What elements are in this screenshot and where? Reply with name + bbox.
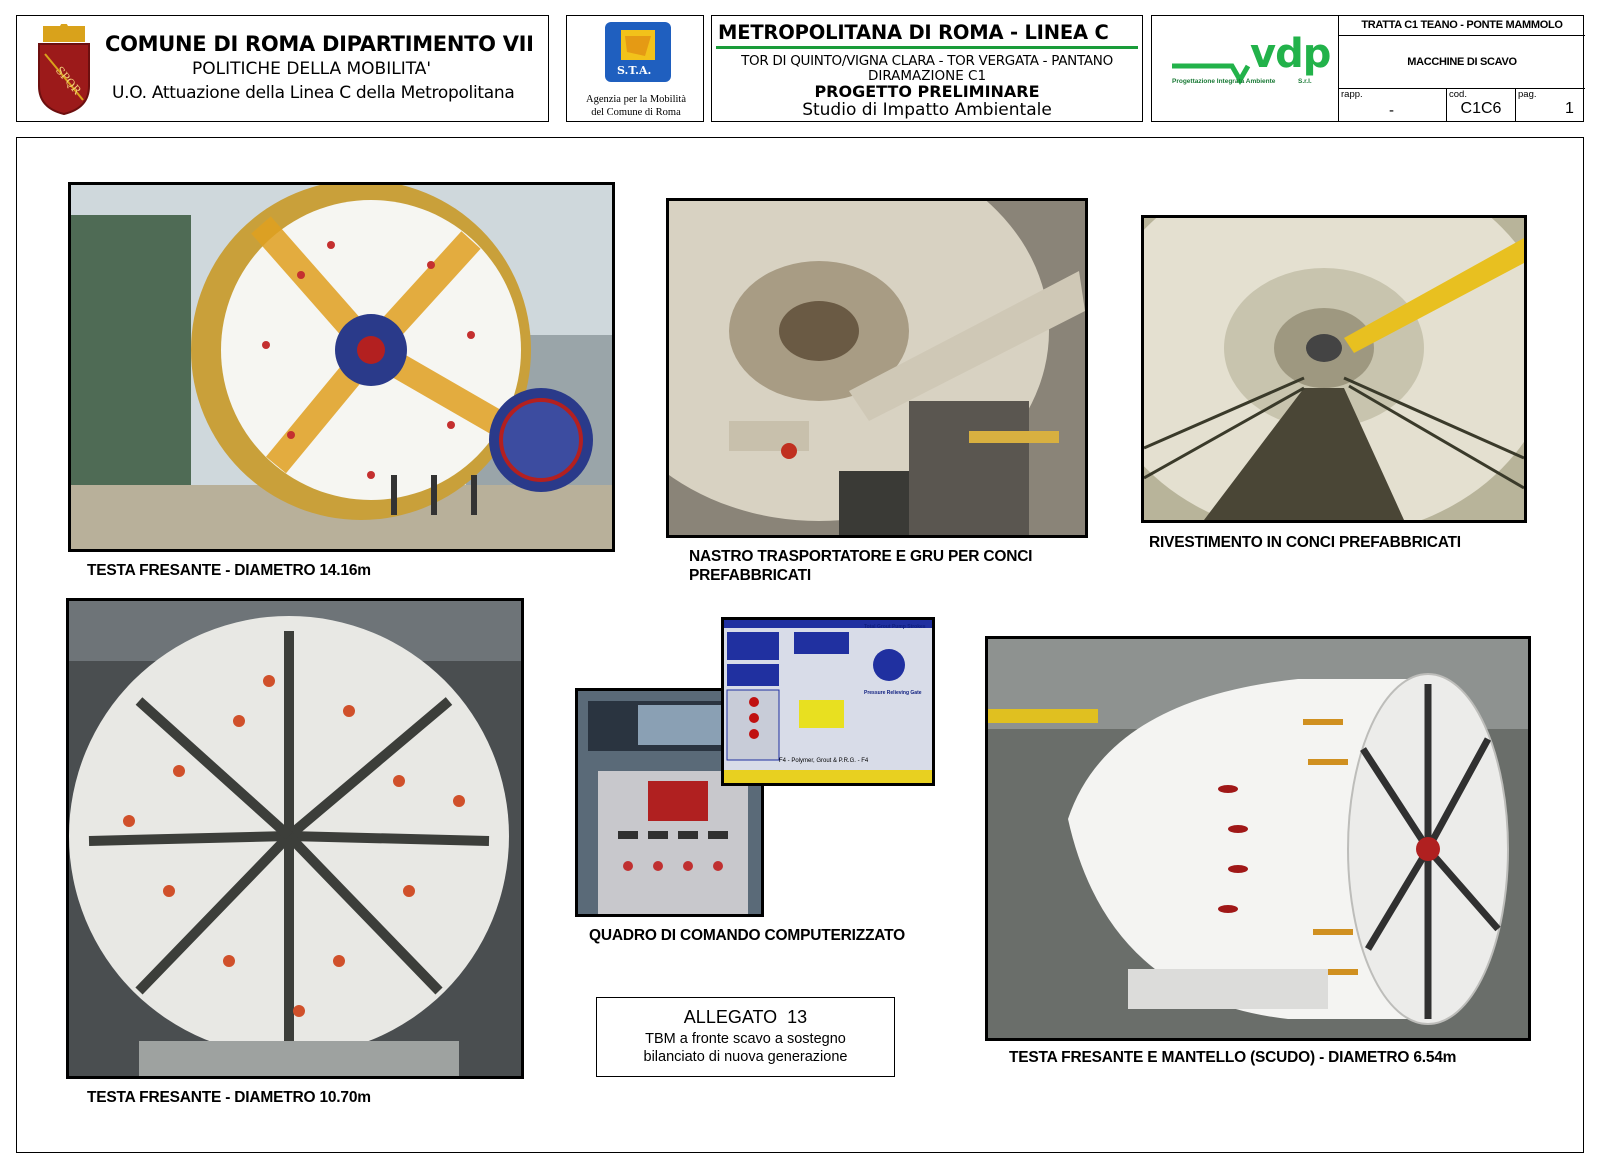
agency-line1: Agenzia per la Mobilità [585,94,686,105]
doc-cod-value: C1C6 [1460,100,1502,117]
screen-footer: F4 - Polymer, Grout & P.R.G. - F4 [779,758,869,764]
caption-photo-6: TESTA FRESANTE E MANTELLO (SCUDO) - DIAMETRO 6.54m [1009,1049,1457,1066]
doc-rapp-label: rapp. [1341,89,1363,100]
doc-tratta: TRATTA C1 TEANO - PONTE MAMMOLO [1361,19,1563,31]
photo-tbm-cutterhead-10m [66,598,524,1079]
photo-tbm-cutterhead-14m [68,182,615,552]
doc-cod-label: cod. [1449,89,1467,100]
vdp-suffix: S.r.l. [1298,78,1312,85]
doc-divider-1 [1339,35,1585,36]
org-subtitle: POLITICHE DELLA MOBILITA' [192,59,432,79]
doc-pag-label: pag. [1518,89,1537,100]
caption-photo-2-line2: PREFABBRICATI [689,567,811,584]
doc-subject: MACCHINE DI SCAVO [1407,56,1517,68]
project-study: Studio di Impatto Ambientale [802,100,1052,120]
photo-tunnel-lining [1141,215,1527,523]
project-branch: DIRAMAZIONE C1 [867,68,987,84]
project-route: TOR DI QUINTO/VIGNA CLARA - TOR VERGATA - PANTANO [741,53,1113,69]
screen-title: Total Grout Pump Strokes [864,624,926,630]
header-doc-box [1151,15,1584,122]
allegato-line1: TBM a fronte scavo a sostegno [645,1031,846,1047]
project-phase: PROGETTO PRELIMINARE [814,82,1040,101]
screen-label: Pressure Relieving Gate [864,690,922,696]
project-title: METROPOLITANA DI ROMA - LINEA C [718,21,1109,44]
crest-spqr-text: SPQR [52,63,84,98]
agency-line2: del Comune di Roma [591,107,681,118]
vdp-tagline: Progettazione Integrata Ambiente [1172,78,1276,85]
allegato-box [596,997,895,1077]
photo-control-screen [721,617,935,786]
allegato-line2: bilanciato di nuova generazione [643,1049,848,1065]
org-unit: U.O. Attuazione della Linea C della Metropolitana [112,83,515,103]
vdp-logo-text: vdp [1250,31,1331,77]
header-project-box [711,15,1143,122]
caption-photo-4: TESTA FRESANTE - DIAMETRO 10.70m [87,1089,371,1106]
doc-pag-value: 1 [1565,100,1574,117]
caption-photo-1: TESTA FRESANTE - DIAMETRO 14.16m [87,562,371,579]
header-org-box [16,15,549,122]
doc-rapp-value: - [1389,102,1394,119]
allegato-title: ALLEGATO 13 [683,1007,808,1027]
header-agency-box [566,15,704,122]
photo-tbm-shield-6m [985,636,1531,1041]
project-title-rule [716,46,1138,49]
doc-grid [1338,16,1585,122]
photo-tunnel-conveyor-crane [666,198,1088,538]
doc-divider-v2 [1515,88,1516,122]
sta-logo-text: S.T.A. [617,64,652,77]
caption-photo-3: RIVESTIMENTO IN CONCI PREFABBRICATI [1149,534,1461,551]
caption-photo-5: QUADRO DI COMANDO COMPUTERIZZATO [589,927,905,944]
caption-photo-2-line1: NASTRO TRASPORTATORE E GRU PER CONCI [689,548,1033,565]
org-title: COMUNE DI ROMA DIPARTIMENTO VII [105,32,534,56]
